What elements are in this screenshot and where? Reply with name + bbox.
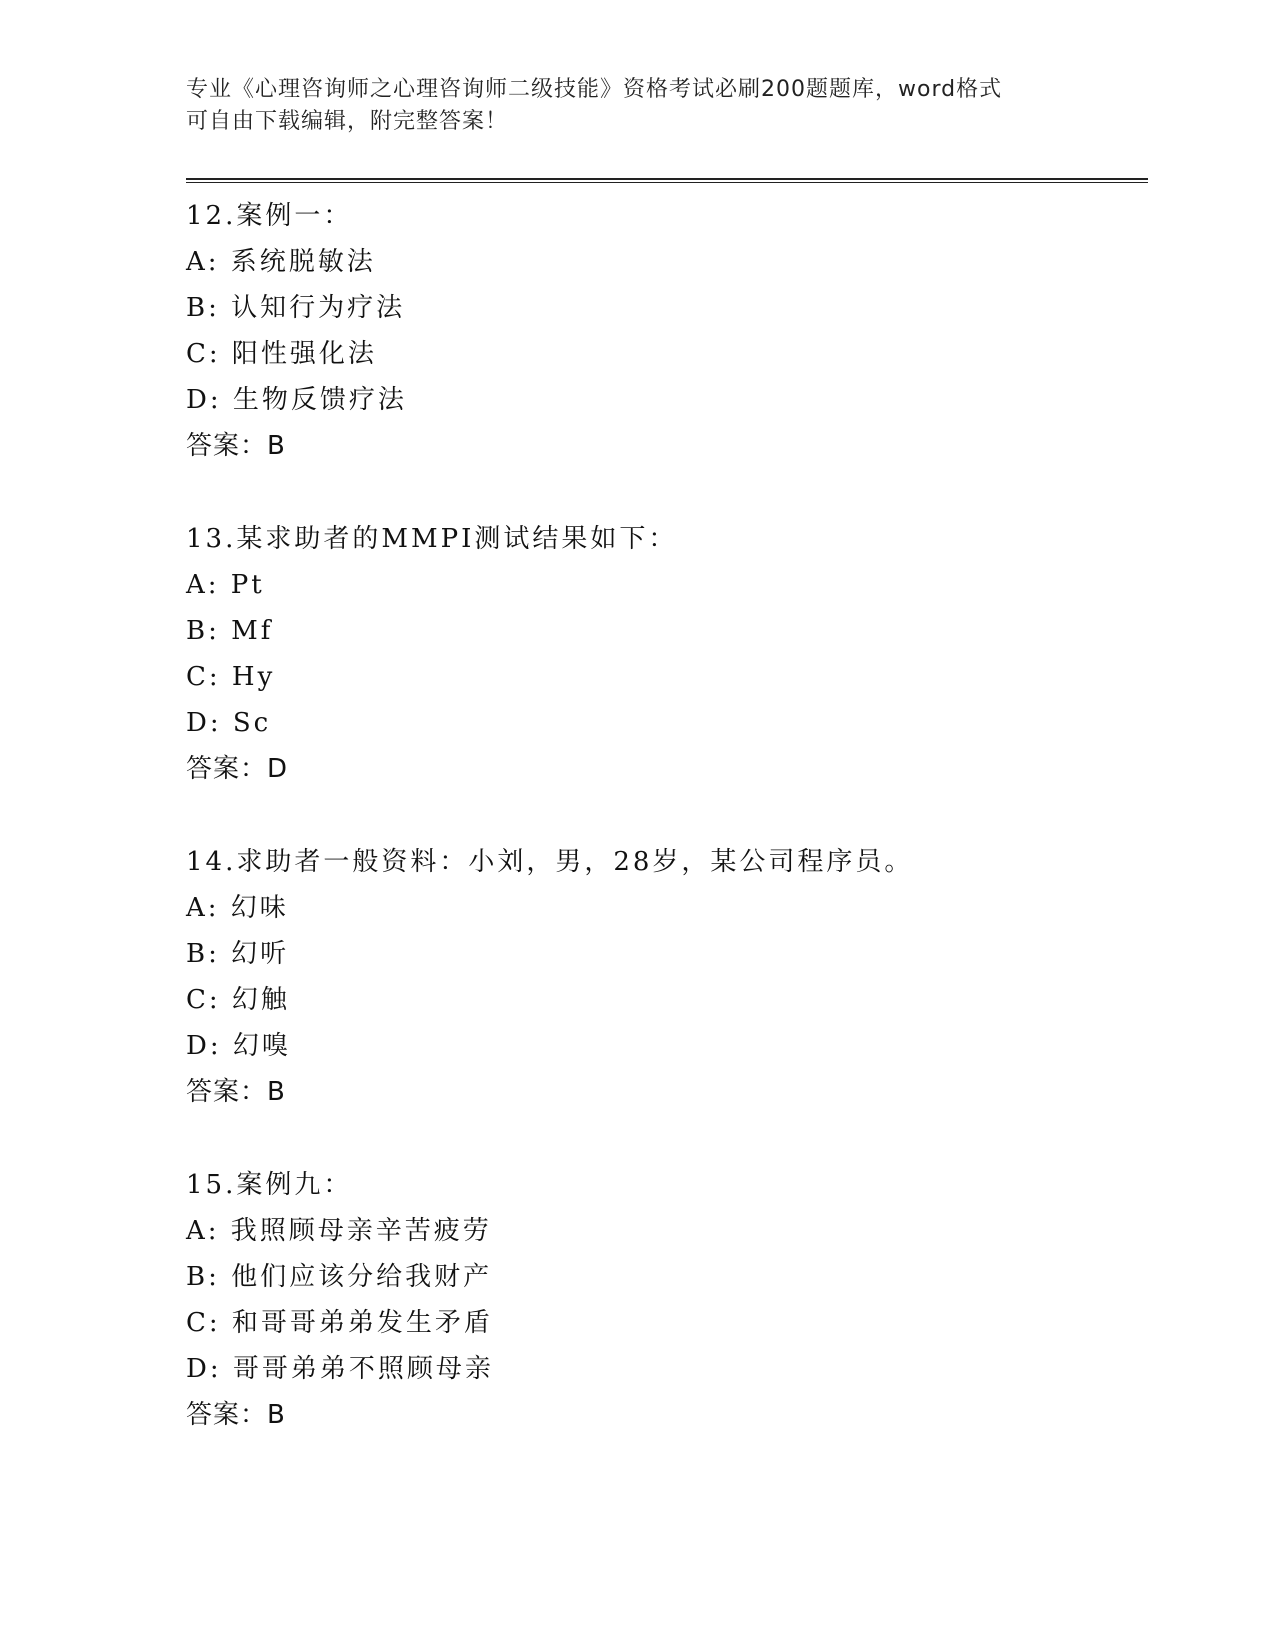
answer: 答案：B bbox=[186, 431, 286, 461]
header-line-1: 专业《心理咨询师之心理咨询师二级技能》资格考试必刷200题题库，word格式 bbox=[186, 77, 1003, 102]
question-15 bbox=[186, 1162, 1146, 1438]
header-divider-thin bbox=[186, 182, 1148, 183]
question-12 bbox=[186, 193, 1146, 469]
option-b: B: 幻听 bbox=[186, 939, 290, 969]
option-d: D: Sc bbox=[186, 708, 272, 738]
question-13 bbox=[186, 516, 1146, 792]
option-d: D: 幻嗅 bbox=[186, 1031, 291, 1061]
option-a: A: 我照顾母亲辛苦疲劳 bbox=[186, 1216, 492, 1246]
option-c: C: 幻触 bbox=[186, 985, 290, 1015]
header-line-2: 可自由下载编辑，附完整答案！ bbox=[186, 109, 509, 134]
header-divider bbox=[186, 178, 1148, 180]
option-b: B: 认知行为疗法 bbox=[186, 293, 406, 323]
option-c: C: 阳性强化法 bbox=[186, 339, 377, 369]
document-header bbox=[186, 74, 1086, 138]
question-list bbox=[186, 193, 1146, 1485]
answer: 答案：B bbox=[186, 1400, 286, 1430]
question-stem: 14.求助者一般资料：小刘，男，28岁，某公司程序员。 bbox=[186, 847, 914, 877]
option-a: A: Pt bbox=[186, 570, 265, 600]
option-c: C: 和哥哥弟弟发生矛盾 bbox=[186, 1308, 493, 1338]
option-c: C: Hy bbox=[186, 662, 276, 692]
answer: 答案：B bbox=[186, 1077, 286, 1107]
option-a: A: 幻味 bbox=[186, 893, 289, 923]
question-stem: 13.某求助者的MMPI测试结果如下： bbox=[186, 524, 678, 554]
option-b: B: 他们应该分给我财产 bbox=[186, 1262, 493, 1292]
option-a: A: 系统脱敏法 bbox=[186, 247, 376, 277]
answer: 答案：D bbox=[186, 754, 289, 784]
option-d: D: 哥哥弟弟不照顾母亲 bbox=[186, 1354, 494, 1384]
question-stem: 12.案例一： bbox=[186, 201, 353, 231]
option-d: D: 生物反馈疗法 bbox=[186, 385, 407, 415]
option-b: B: Mf bbox=[186, 616, 274, 646]
question-stem: 15.案例九： bbox=[186, 1170, 353, 1200]
question-14 bbox=[186, 839, 1146, 1115]
